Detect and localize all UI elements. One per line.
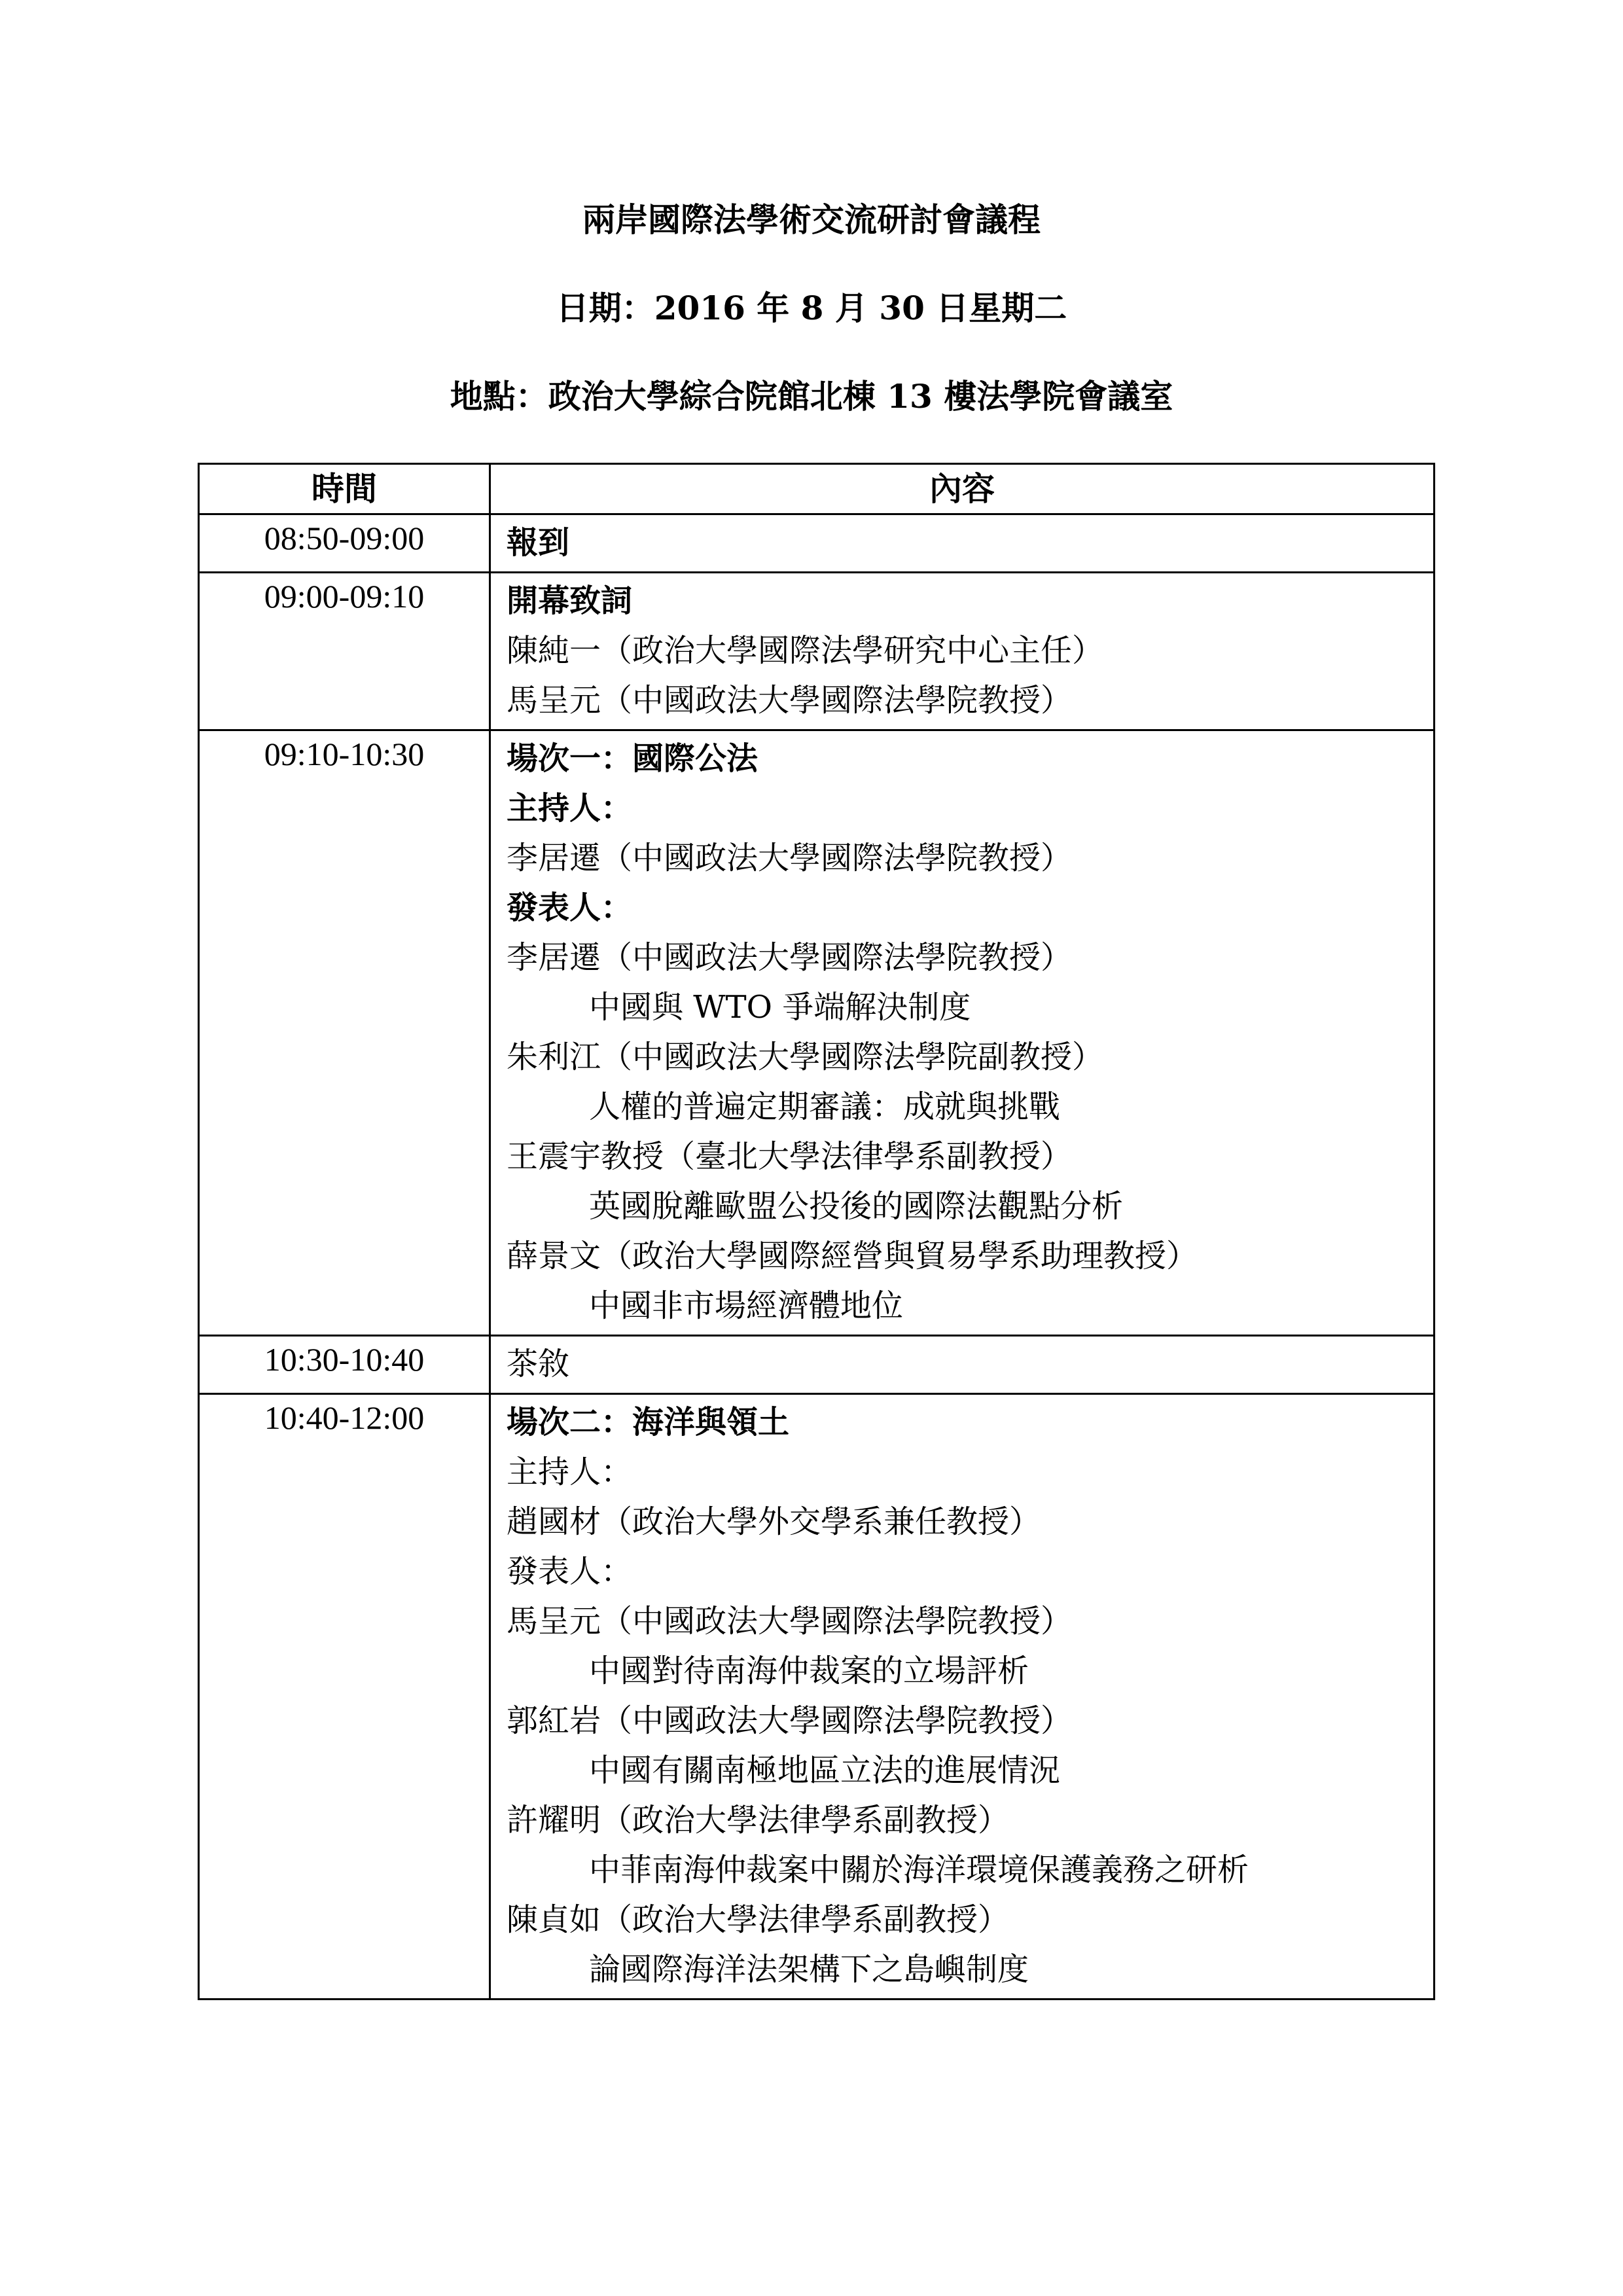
presentation-topic: 中國對待南海仲裁案的立場評析	[589, 1653, 1029, 1689]
table-row	[199, 514, 1435, 573]
content-line: 李居遷（中國政法大學國際法學院教授）	[507, 840, 1073, 876]
header-time: 時間	[199, 464, 490, 514]
time-cell: 09:10-10:30	[199, 730, 490, 1336]
agenda-table	[198, 463, 1435, 2000]
content-line: 場次一：國際公法	[507, 740, 758, 777]
content-line: 主持人：	[507, 1454, 633, 1490]
content-line: 發表人：	[507, 1553, 633, 1590]
time-cell: 10:40-12:00	[199, 1394, 490, 2000]
content-line: 郭紅岩（中國政法大學國際法學院教授）	[507, 1702, 1073, 1739]
content-line: 場次二：海洋與領土	[507, 1404, 790, 1441]
content-line: 許耀明（政治大學法律學系副教授）	[507, 1802, 1010, 1839]
table-header-row	[199, 464, 1435, 514]
document-venue: 地點：政治大學綜合院館北棟 13 樓法學院會議室	[450, 377, 1173, 416]
time-cell: 09:00-09:10	[199, 573, 490, 730]
presentation-topic: 中菲南海仲裁案中關於海洋環境保護義務之研析	[589, 1852, 1249, 1888]
content-line: 發表人：	[507, 889, 633, 926]
time-cell: 10:30-10:40	[199, 1336, 490, 1394]
presentation-topic: 中國與 WTO 爭端解決制度	[589, 989, 971, 1026]
table-row	[199, 730, 1435, 1336]
content-line: 李居遷（中國政法大學國際法學院教授）	[507, 939, 1073, 976]
presentation-topic: 英國脫離歐盟公投後的國際法觀點分析	[589, 1188, 1124, 1225]
content-line: 報到	[507, 524, 570, 561]
content-cell	[490, 573, 1435, 730]
content-line: 主持人：	[507, 790, 633, 827]
document-title: 兩岸國際法學術交流研討會議程	[582, 200, 1041, 239]
content-cell	[490, 1336, 1435, 1394]
time-cell: 08:50-09:00	[199, 514, 490, 573]
content-line: 茶敘	[507, 1346, 570, 1382]
table-row	[199, 1394, 1435, 2000]
agenda-body	[199, 514, 1435, 2000]
content-cell	[490, 514, 1435, 573]
presentation-topic: 人權的普遍定期審議：成就與挑戰	[589, 1088, 1061, 1125]
presentation-topic: 中國非市場經濟體地位	[589, 1287, 904, 1324]
content-cell	[490, 730, 1435, 1336]
content-cell	[490, 1394, 1435, 2000]
content-line: 薛景文（政治大學國際經營與貿易學系助理教授）	[507, 1238, 1198, 1274]
content-line: 王震宇教授（臺北大學法律學系副教授）	[507, 1138, 1073, 1175]
content-line: 馬呈元（中國政法大學國際法學院教授）	[507, 682, 1073, 719]
presentation-topic: 中國有關南極地區立法的進展情況	[589, 1752, 1061, 1789]
content-line: 開幕致詞	[507, 583, 633, 619]
content-line: 陳貞如（政治大學法律學系副教授）	[507, 1901, 1010, 1938]
table-row	[199, 1336, 1435, 1394]
content-line: 趙國材（政治大學外交學系兼任教授）	[507, 1503, 1041, 1540]
table-row	[199, 573, 1435, 730]
content-line: 馬呈元（中國政法大學國際法學院教授）	[507, 1603, 1073, 1640]
content-line: 陳純一（政治大學國際法學研究中心主任）	[507, 632, 1104, 669]
content-line: 朱利江（中國政法大學國際法學院副教授）	[507, 1039, 1104, 1075]
presentation-topic: 論國際海洋法架構下之島嶼制度	[589, 1951, 1029, 1988]
header-content: 內容	[490, 464, 1435, 514]
document-date: 日期：2016 年 8 月 30 日星期二	[556, 289, 1067, 327]
